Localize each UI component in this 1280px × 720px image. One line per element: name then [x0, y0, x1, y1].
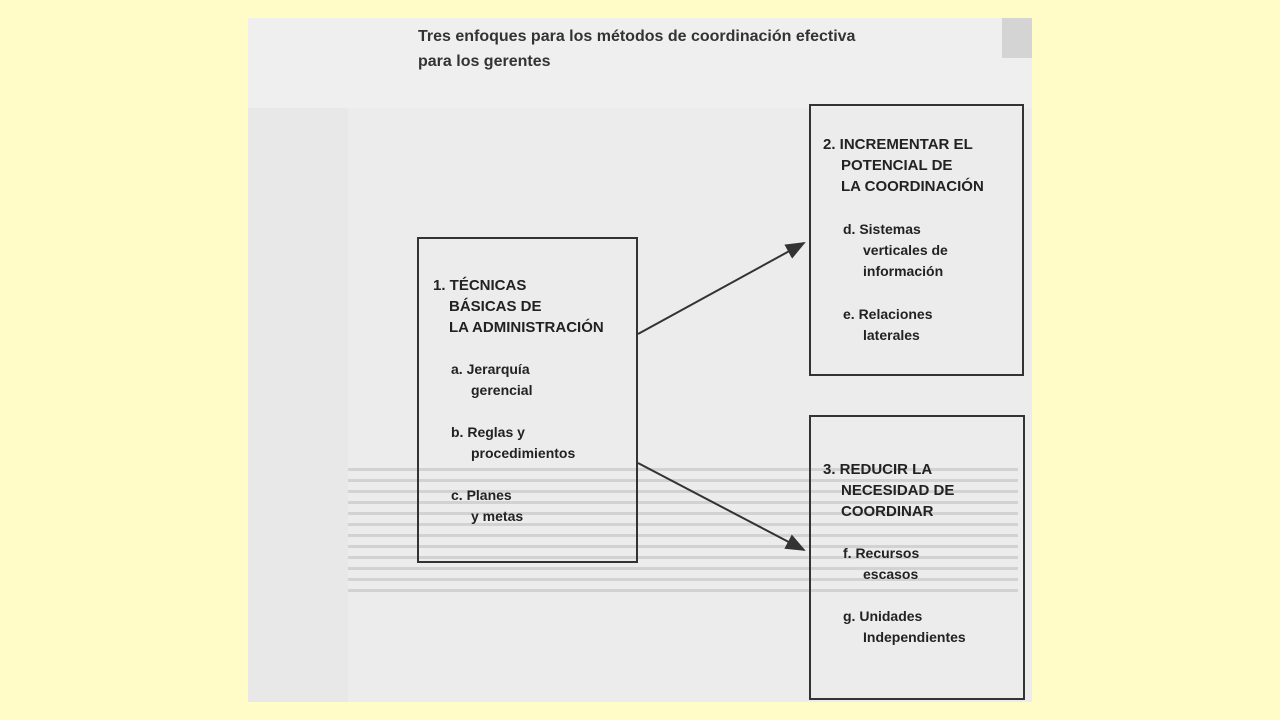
item-e-line-2: laterales [863, 327, 920, 343]
connector-arrows [248, 18, 1032, 702]
box-3-heading-line-1: 3. REDUCIR LA [823, 461, 933, 478]
item-d-line-1: d. Sistemas [843, 221, 921, 237]
scanned-figure [248, 18, 1032, 702]
item-c-line-1: c. Planes [451, 487, 512, 503]
item-c-line-2: y metas [471, 508, 524, 524]
item-g-line-2: Independientes [863, 629, 966, 645]
item-d-line-2: verticales de [863, 242, 948, 258]
figure-title-line-1: Tres enfoques para los métodos de coordinación efectiva [418, 28, 856, 45]
item-b-line-1: b. Reglas y [451, 424, 525, 440]
figure-title-line-2: para los gerentes [418, 53, 551, 70]
item-g-line-1: g. Unidades [843, 608, 923, 624]
box-1-heading-line-2: BÁSICAS DE [449, 298, 542, 315]
item-f-line-1: f. Recursos [843, 545, 920, 561]
box-2-heading-line-2: POTENCIAL DE [841, 157, 953, 174]
box-1-heading-line-3: LA ADMINISTRACIÓN [449, 319, 604, 336]
item-e-line-1: e. Relaciones [843, 306, 933, 322]
item-b-line-2: procedimientos [471, 445, 576, 461]
box-3-heading-line-3: COORDINAR [841, 503, 934, 520]
box-3-heading-line-2: NECESIDAD DE [841, 482, 955, 499]
item-a-line-2: gerencial [471, 382, 533, 398]
arrow-to-box-2 [638, 243, 804, 334]
box-2-heading-line-1: 2. INCREMENTAR EL [823, 136, 973, 153]
box-1-heading-line-1: 1. TÉCNICAS [433, 277, 527, 294]
arrow-to-box-3 [638, 463, 804, 550]
box-2-heading-line-3: LA COORDINACIÓN [841, 178, 984, 195]
item-d-line-3: información [863, 263, 944, 279]
item-f-line-2: escasos [863, 566, 919, 582]
item-a-line-1: a. Jerarquía [451, 361, 530, 377]
